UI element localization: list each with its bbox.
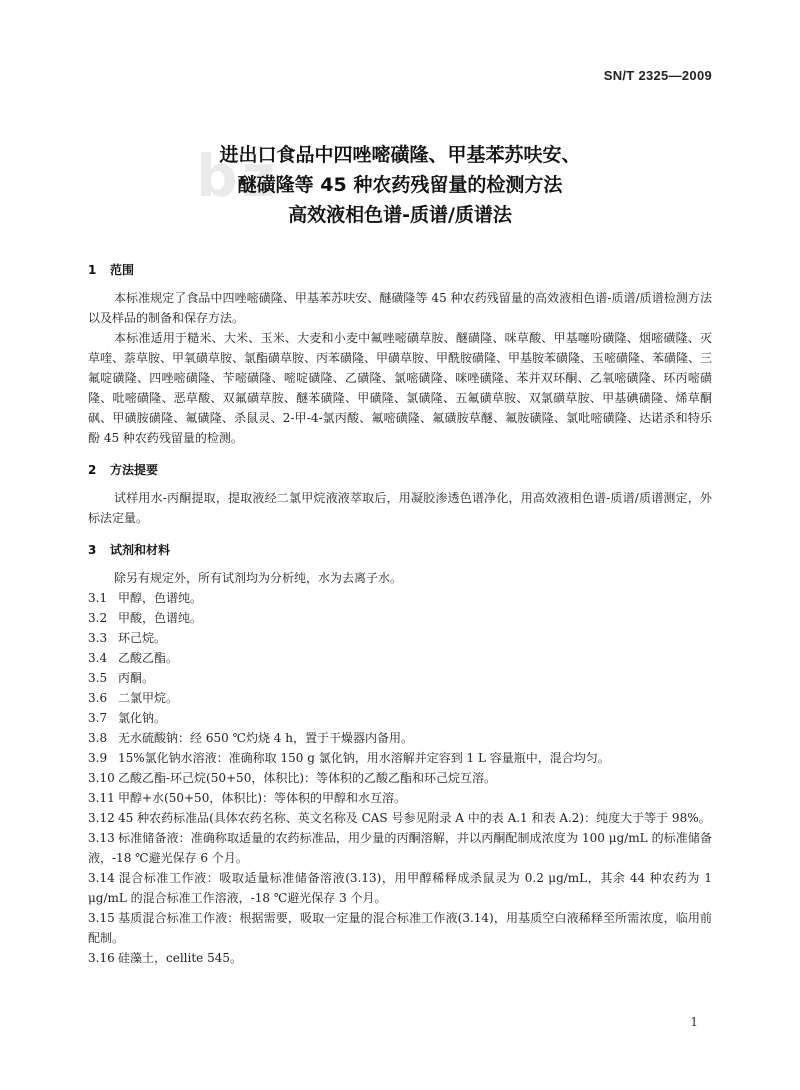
page-number: 1 (690, 1015, 698, 1029)
document-title (100, 140, 700, 230)
item-text: 丙酮。 (118, 671, 155, 685)
item-number: 3.4 (88, 651, 108, 665)
paragraph: 本标准规定了食品中四唑嘧磺隆、甲基苯苏呋安、醚磺隆等 45 种农药残留量的高效液相色谱-质谱/质谱检测方法以及样品的制备和保存方法。 (88, 291, 712, 325)
item-number: 3.8 (88, 731, 108, 745)
paragraph: 除另有规定外，所有试剂均为分析纯，水为去离子水。 (114, 571, 403, 585)
paragraph: 试样用水-丙酮提取，提取液经二氯甲烷液液萃取后，用凝胶渗透色谱净化，用高效液相色谱-质谱/质谱测定，外标法定量。 (88, 491, 712, 525)
reagent-list (88, 588, 712, 968)
item-text: 二氯甲烷。 (118, 691, 179, 705)
item-number: 3.12 (88, 811, 115, 825)
item-text: 氯化钠。 (118, 711, 167, 725)
list-item (88, 688, 712, 708)
section-number: 1 (88, 263, 97, 277)
item-number: 3.3 (88, 631, 108, 645)
list-item (88, 748, 712, 768)
item-number: 3.14 (88, 871, 115, 885)
item-number: 3.11 (88, 791, 115, 805)
item-text: 环己烷。 (118, 631, 167, 645)
paragraph: 本标准适用于糙米、大米、玉米、大麦和小麦中氟唑嘧磺草胺、醚磺隆、咪草酸、甲基噻吩磺隆、烟嘧磺隆、灭草喹、萘草胺、甲氧磺草胺、氯酯磺草胺、丙苯磺隆、甲磺草胺、甲酰胺磺隆、甲基胺苯磺隆、玉嘧磺隆、苯磺隆、三氟啶磺隆、四唑嘧磺隆、苄嘧磺隆、嘧啶磺隆、乙磺隆、氯嘧磺隆、咪唑磺隆、苯并双环酮、乙氧嘧磺隆、环丙嘧磺隆、吡嘧磺隆、恶草酸、双氟磺草胺、醚苯磺隆、甲磺隆、氯磺隆、五氟磺草胺、双氯磺草胺、甲基碘磺隆、烯草酮砜、甲磺胺磺隆、氟磺隆、杀鼠灵、2-甲-4-氯丙酸、氟嘧磺隆、氟磺胺草醚、氟胺磺隆、氯吡嘧磺隆、达诺杀和特乐酚 45 种农药残留量的检测。 (88, 331, 713, 445)
item-number: 3.10 (88, 771, 115, 785)
item-text: 混合标准工作液：吸取适量标准储备溶液(3.13)，用甲醇稀释成杀鼠灵为 0.2 μg/mL，其余 44 种农药为 1 μg/mL 的混合标准工作溶液，-18 ℃避光保存 3 个月。 (88, 871, 712, 905)
item-number: 3.7 (88, 711, 108, 725)
item-number: 3.5 (88, 671, 108, 685)
section-title: 试剂和材料 (110, 543, 171, 557)
item-number: 3.1 (88, 591, 108, 605)
list-item (88, 828, 712, 868)
list-item (88, 708, 712, 728)
item-text: 基质混合标准工作液：根据需要，吸取一定量的混合标准工作液(3.14)，用基质空白液稀释至所需浓度，临用前配制。 (88, 911, 712, 945)
list-item (88, 808, 712, 828)
list-item (88, 868, 712, 908)
standard-code: SN/T 2325—2009 (603, 68, 712, 83)
list-item (88, 628, 712, 648)
section-title: 范围 (110, 263, 135, 277)
item-number: 3.2 (88, 611, 108, 625)
title-line-3: 高效液相色谱-质谱/质谱法 (288, 204, 512, 226)
section-heading-reagents (88, 540, 712, 560)
list-item (88, 728, 712, 748)
item-text: 甲醇+水(50+50，体积比)：等体积的甲醇和水互溶。 (118, 791, 407, 805)
watermark: bz (196, 142, 280, 210)
item-number: 3.15 (88, 911, 115, 925)
item-text: 甲醇，色谱纯。 (118, 591, 203, 605)
item-text: 硅藻土，cellite 545。 (118, 951, 242, 965)
section-title: 方法提要 (110, 463, 159, 477)
list-item (88, 608, 712, 628)
item-number: 3.9 (88, 751, 108, 765)
item-text: 乙酸乙酯-环己烷(50+50，体积比)：等体积的乙酸乙酯和环己烷互溶。 (118, 771, 497, 785)
item-text: 乙酸乙酯。 (118, 651, 179, 665)
section-number: 3 (88, 543, 97, 557)
item-number: 3.16 (88, 951, 115, 965)
item-text: 甲酸，色谱纯。 (118, 611, 203, 625)
list-item (88, 948, 712, 968)
item-number: 3.13 (88, 831, 115, 845)
section-heading-method-summary (88, 460, 712, 480)
title-line-1: 进出口食品中四唑嘧磺隆、甲基苯苏呋安、 (219, 144, 581, 166)
item-text: 15%氯化钠水溶液：准确称取 150 g 氯化钠，用水溶解并定容到 1 L 容量瓶中，混合均匀。 (118, 751, 610, 765)
list-item (88, 648, 712, 668)
section-number: 2 (88, 463, 97, 477)
item-number: 3.6 (88, 691, 108, 705)
item-text: 标准储备液：准确称取适量的农药标准品，用少量的丙酮溶解，并以丙酮配制成浓度为 100 μg/mL 的标准储备液，-18 ℃避光保存 6 个月。 (88, 831, 712, 865)
title-line-2: 醚磺隆等 45 种农药残留量的检测方法 (237, 174, 563, 196)
item-text: 45 种农药标准品(具体农药名称、英文名称及 CAS 号参见附录 A 中的表 A.1 和表 A.2)：纯度大于等于 98%。 (118, 811, 711, 825)
list-item (88, 668, 712, 688)
list-item (88, 908, 712, 948)
list-item (88, 788, 712, 808)
section-heading-scope (88, 260, 712, 280)
document-body (88, 260, 712, 968)
list-item (88, 588, 712, 608)
list-item (88, 768, 712, 788)
item-text: 无水硫酸钠：经 650 ℃灼烧 4 h，置于干燥器内备用。 (118, 731, 413, 745)
